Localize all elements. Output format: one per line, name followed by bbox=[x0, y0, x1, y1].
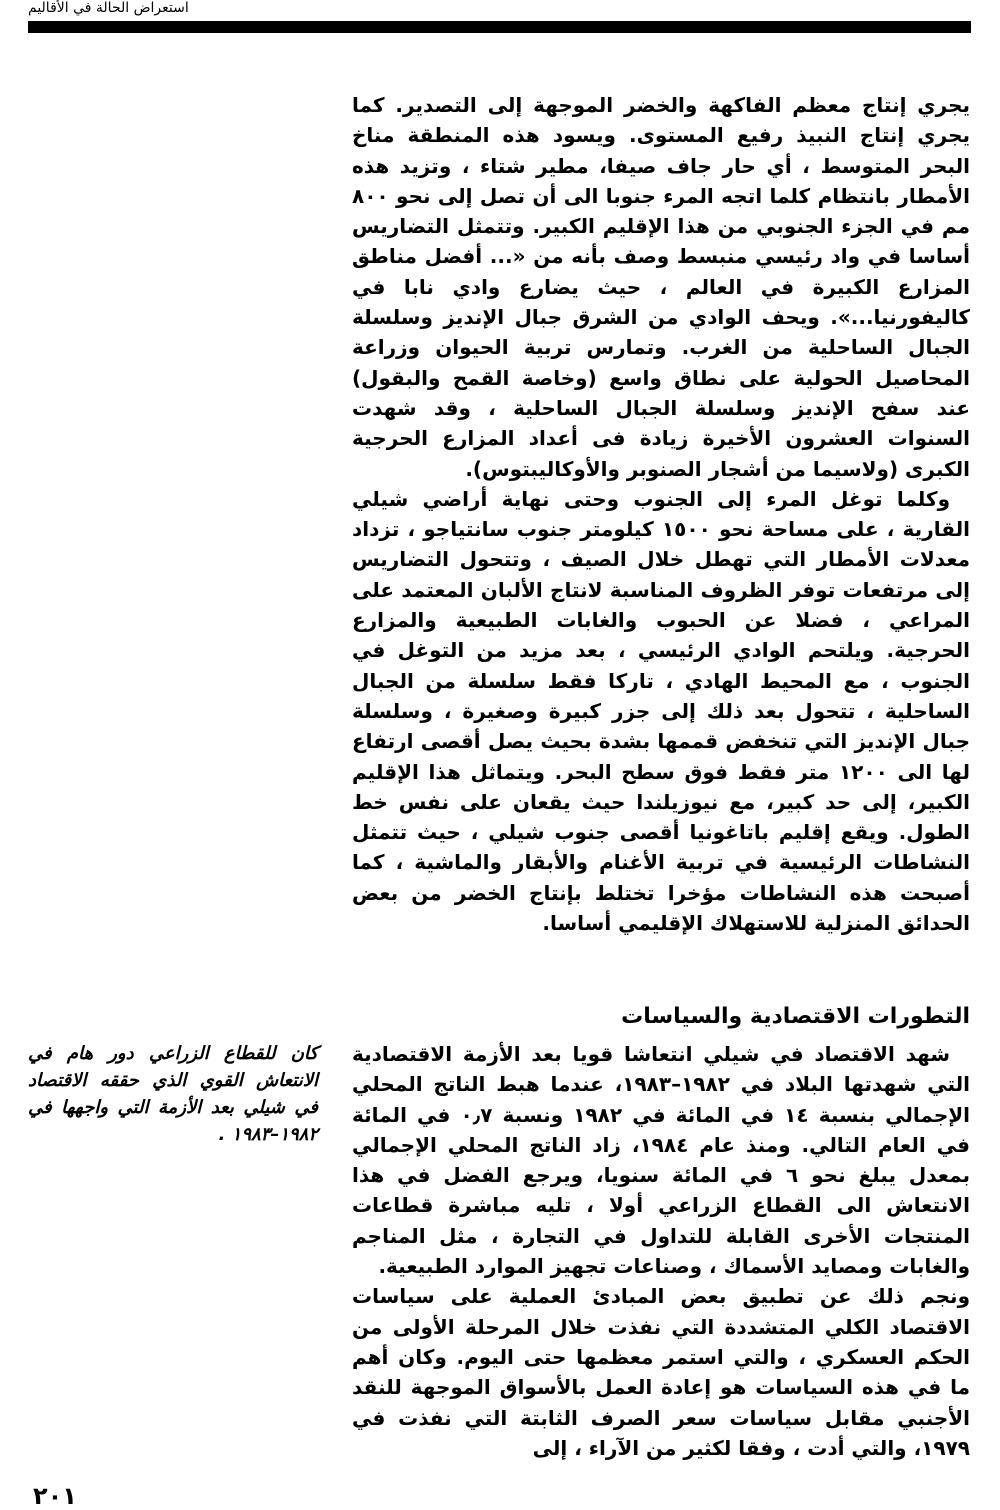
section-heading: التطورات الاقتصادية والسياسات bbox=[621, 1004, 970, 1029]
running-header: استعراض الحالة في الأقاليم bbox=[28, 0, 189, 16]
body-paragraph: يجري إنتاج معظم الفاكهة والخضر الموجهة إلى التصدير. كما يجري إنتاج النبيذ رفيع المستوى. ويسود هذه المنطقة مناخ البحر المتوسط ، أي حار جاف صيفا، مطير شتاء ، وتزيد هذه الأمطار بانتظام كلما اتجه المرء جنوبا الى أن تصل إلى نحو ٨٠٠ مم في الجزء الجنوبي من هذا الإقليم الكبير. وتتمثل التضاريس أساسا في واد رئيسي منبسط وصف بأنه من «... أفضل مناطق المزارع الكبيرة في العالم ، حيث يضارع وادي نابا في كاليفورنيا...». ويحف الوادي من الشرق جبال الإنديز وسلسلة الجبال الساحلية من الغرب. وتمارس تربية الحيوان وزراعة المحاصيل الحولية على نطاق واسع (وخاصة القمح والبقول) عند سفح الإنديز وسلسلة الجبال الساحلية ، وقد شهدت السنوات العشرون الأخيرة زيادة فى أعداد المزارع الحرجية الكبرى (ولاسيما من أشجار الصنوبر والأوكاليبتوس). bbox=[352, 93, 970, 481]
body-paragraph: ونجم ذلك عن تطبيق بعض المبادئ العملية على سياسات الاقتصاد الكلي المتشددة التي نفذت خلال المرحلة الأولى من الحكم العسكري ، والتي استمر معظمها حتى اليوم. وكان أهم ما في هذه السياسات هو إعادة العمل بالأسواق الموجهة للنقد الأجنبي مقابل سياسات سعر الصرف الثابتة التي نفذت في ١٩٧٩، والتي أدت ، وفقا لكثير من الآراء ، إلى bbox=[352, 1284, 970, 1460]
body-paragraph: وكلما توغل المرء إلى الجنوب وحتى نهاية أراضي شيلي القارية ، على مساحة نحو ١٥٠٠ كيلومتر جنوب سانتياجو ، تزداد معدلات الأمطار التي تهطل خلال الصيف ، وتتحول التضاريس إلى مرتفعات توفر الظروف المناسبة لانتاج الألبان المعتمد على المراعي ، فضلا عن الحبوب والغابات الطبيعية والمزارع الحرجية. ويلتحم الوادي الرئيسي ، بعد مزيد من التوغل في الجنوب ، مع المحيط الهادي ، تاركا فقط سلسلة من الجبال الساحلية ، تتحول بعد ذلك إلى جزر كبيرة وصغيرة ، وسلسلة جبال الإنديز التي تنخفض قممها بشدة بحيث يصل أقصى ارتفاع لها الى ١٢٠٠ متر فقط فوق سطح البحر. ويتماثل هذا الإقليم الكبير، إلى حد كبير، مع نيوزيلندا حيث يقعان على نفس خط الطول. ويقع إقليم باتاغونيا أقصى جنوب شيلي ، حيث تتمثل النشاطات الرئيسية في تربية الأغنام والأبقار والماشية ، كما أصبحت هذه النشاطات مؤخرا تختلط بإنتاج الخضر من بعض الحدائق المنزلية للاستهلاك الإقليمي أساسا. bbox=[352, 486, 970, 936]
main-text-column bbox=[352, 90, 970, 938]
pull-quote: كان للقطاع الزراعي دور هام في الانتعاش القوي الذي حققه الاقتصاد في شيلي بعد الأزمة التي واجهها في ١٩٨٢–١٩٨٣ . bbox=[28, 1043, 318, 1145]
section-body bbox=[352, 1039, 970, 1463]
page-number: ٢٠١ bbox=[33, 1482, 77, 1510]
header-rule bbox=[28, 21, 971, 33]
body-paragraph: شهد الاقتصاد في شيلي انتعاشا قويا بعد الأزمة الاقتصادية التي شهدتها البلاد في ١٩٨٢–١٩٨٣، عندما هبط الناتج المحلي الإجمالي بنسبة ١٤ في المائة في ١٩٨٢ ونسبة ٠٫٧ في المائة في العام التالي. ومنذ عام ١٩٨٤، زاد الناتج المحلي الإجمالي بمعدل يبلغ نحو ٦ في المائة سنويا، ويرجع الفضل في هذا الانتعاش الى القطاع الزراعي أولا ، تليه مباشرة قطاعات المنتجات الأخرى القابلة للتداول في التجارة ، مثل المناجم والغابات ومصايد الأسماك ، وصناعات تجهيز الموارد الطبيعية. bbox=[352, 1042, 970, 1279]
